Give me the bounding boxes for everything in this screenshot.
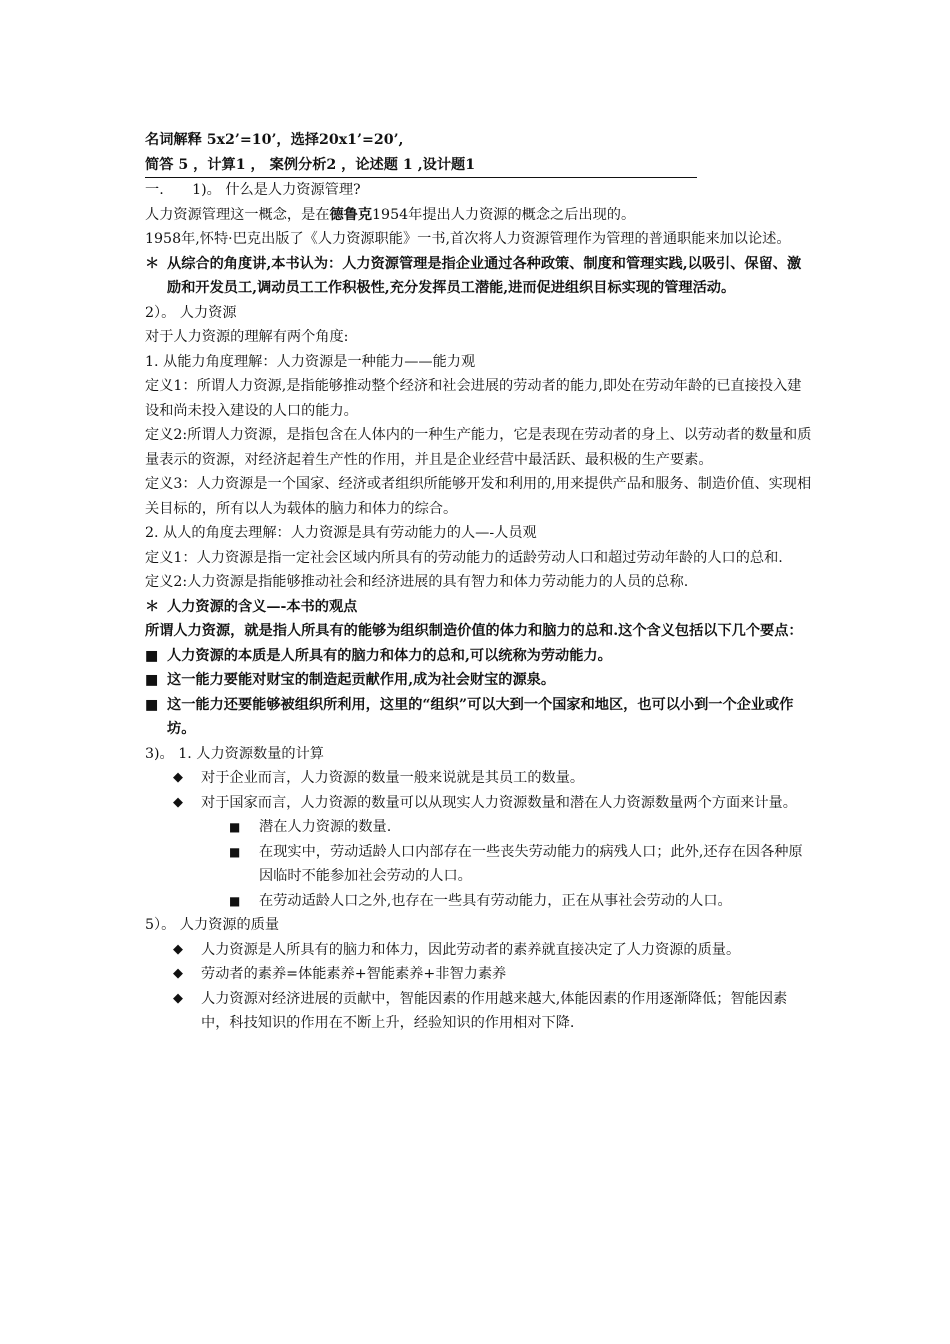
- key-point-2: ■ 这一能力要能对财宝的制造起贡献作用,成为社会财宝的源泉。: [145, 668, 815, 693]
- definition-3: 定义3：人力资源是一个国家、经济或者组织所能够开发和利用的,用来提供产品和服务、制造价值、实现相关目标的，所有以人为载体的脑力和体力的综合。: [145, 476, 812, 517]
- person-definition-1: 定义1：人力资源是指一定社会区域内所具有的劳动能力的适龄劳动人口和超过劳动年龄的人口的总和.: [145, 549, 783, 566]
- exam-format-line-2: [145, 153, 815, 179]
- person-definition-2: 定义2:人力资源是指能够推动社会和经济进展的具有智力和体力劳动能力的人员的总称.: [145, 574, 689, 590]
- quality-bullet-2: ◆ 劳动者的素养=体能素养+智能素养+非智力素养: [173, 962, 815, 987]
- drucker-name: 德鲁克: [329, 206, 373, 223]
- quantity-bullet-1: ◆ 对于企业而言，人力资源的数量一般来说就是其员工的数量。: [173, 766, 815, 791]
- section-2-intro: 对于人力资源的理解有两个角度:: [145, 329, 349, 345]
- exam-format-underlined: 简答 5 ，计算1 ， 案例分析2 ，论述题 1 ,设计题1: [145, 153, 697, 179]
- section-1-title: 一. 1)。 什么是人力资源管理?: [145, 182, 361, 198]
- quantity-sub-bullet-3: ■ 在劳动适龄人口之外,也存在一些具有劳动能力，正在从事社会劳动的人口。: [229, 889, 815, 914]
- meaning-heading: [145, 595, 815, 620]
- diamond-bullet-icon: ◆: [173, 966, 183, 981]
- section-3-title: 3)。 1. 人力资源数量的计算: [145, 745, 324, 762]
- square-bullet-icon: ■: [145, 696, 159, 713]
- star-icon: ＊: [145, 598, 160, 615]
- exam-format-line: 名词解释 5x2’=10’，选择20x1’=20’,: [145, 132, 404, 148]
- person-view-heading: 2. 从人的角度去理解：人力资源是具有劳动能力的人—-人员观: [145, 525, 537, 541]
- section-1-paragraph-1: 人力资源管理这一概念，是在德鲁克1954年提出人力资源的概念之后出现的。: [145, 206, 636, 223]
- diamond-bullet-icon: ◆: [173, 794, 183, 810]
- square-bullet-icon: ■: [229, 820, 241, 834]
- document-page: [145, 128, 815, 1036]
- ability-view-heading: 1. 从能力角度理解：人力资源是一种能力——能力观: [145, 353, 476, 370]
- square-bullet-icon: ■: [145, 647, 159, 664]
- section-2-title: 2）。 人力资源: [145, 304, 237, 321]
- quantity-sub-bullet-1: ■ 潜在人力资源的数量.: [229, 815, 815, 840]
- key-point-1: ■ 人力资源的本质是人所具有的脑力和体力的总和,可以统称为劳动能力。: [145, 644, 815, 669]
- square-bullet-icon: ■: [229, 844, 241, 859]
- quality-bullet-1: ◆ 人力资源是人所具有的脑力和体力，因此劳动者的素养就直接决定了人力资源的质量。: [173, 938, 815, 963]
- hrm-definition-text: 从综合的角度讲,本书认为：人力资源管理是指企业通过各种政策、制度和管理实践,以吸引、保留、激励和开发员工,调动员工工作积极性,充分发挥员工潜能,进而促进组织目标实现的管理活动。: [167, 255, 802, 296]
- section-1-definition: [145, 252, 815, 301]
- diamond-bullet-icon: ◆: [173, 770, 183, 785]
- square-bullet-icon: ■: [145, 672, 159, 688]
- meaning-heading-text: 人力资源的含义—-本书的观点: [167, 598, 358, 615]
- meaning-paragraph: 所谓人力资源，就是指人所具有的能够为组织制造价值的体力和脑力的总和.这个含义包括以下几个要点：: [145, 623, 803, 639]
- quality-bullet-3: ◆ 人力资源对经济进展的贡献中，智能因素的作用越来越大,体能因素的作用逐渐降低；智能因素中，科技知识的作用在不断上升，经验知识的作用相对下降.: [173, 987, 815, 1036]
- definition-1: 定义1：所谓人力资源,是指能够推动整个经济和社会进展的劳动者的能力,即处在劳动年龄的已直接投入建设和尚未投入建设的人口的能力。: [145, 378, 802, 419]
- star-icon: ＊: [145, 255, 160, 272]
- quantity-sub-bullet-2: ■ 在现实中，劳动适龄人口内部存在一些丧失劳动能力的病残人口；此外,还存在因各种原因临时不能参加社会劳动的人口。: [229, 840, 815, 889]
- key-point-3: ■ 这一能力还要能够被组织所利用，这里的“组织”可以大到一个国家和地区，也可以小到一个企业或作坊。: [145, 693, 815, 742]
- diamond-bullet-icon: ◆: [173, 990, 183, 1006]
- quantity-bullet-2: ◆ 对于国家而言，人力资源的数量可以从现实人力资源数量和潜在人力资源数量两个方面来计量。: [173, 791, 815, 816]
- section-5-title: 5）。 人力资源的质量: [145, 917, 280, 933]
- section-1-paragraph-2: 1958年,怀特·巴克出版了《人力资源职能》一书,首次将人力资源管理作为管理的普通职能来加以论述。: [145, 231, 791, 247]
- definition-2: 定义2:所谓人力资源，是指包含在人体内的一种生产能力，它是表现在劳动者的身上、以劳动者的数量和质量表示的资源，对经济起着生产性的作用，并且是企业经营中最活跃、最积极的生产要素。: [145, 427, 812, 468]
- square-bullet-icon: ■: [229, 893, 241, 908]
- diamond-bullet-icon: ◆: [173, 941, 183, 957]
